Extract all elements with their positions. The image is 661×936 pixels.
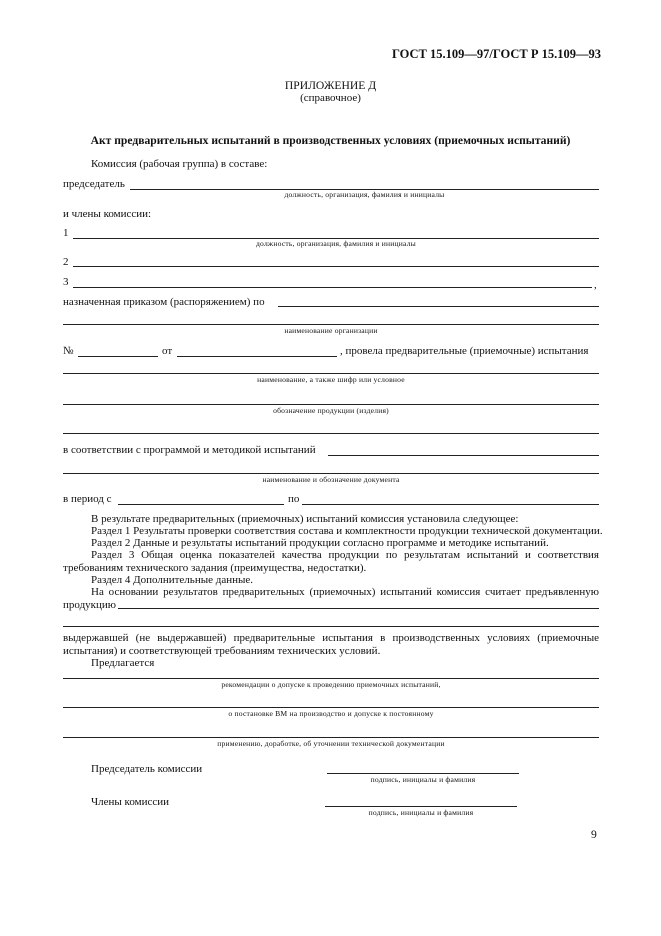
caption-rec-3: применению, доработке, об уточнении технической документации bbox=[217, 739, 445, 748]
section-3: Раздел 3 Общая оценка показателей качества продукции по результатам испытаний и соответствия требованиям технического задания (преимущества, недостатки). bbox=[63, 549, 599, 574]
date-field[interactable] bbox=[177, 356, 337, 357]
product-designation-field[interactable] bbox=[63, 404, 599, 405]
caption-product: обозначение продукции (изделия) bbox=[273, 406, 389, 415]
caption-org: наименование организации bbox=[284, 326, 378, 335]
section-4: Раздел 4 Дополнительные данные. bbox=[91, 574, 254, 586]
conclusion-extra-field[interactable] bbox=[63, 626, 599, 627]
number-sign: № bbox=[63, 345, 74, 357]
from-label: от bbox=[162, 345, 173, 357]
period-to-field[interactable] bbox=[302, 504, 599, 505]
caption-name-code: наименование, а также шифр или условное bbox=[257, 375, 405, 384]
period-to-label: по bbox=[288, 493, 300, 505]
recommendation-field-3[interactable] bbox=[63, 737, 599, 738]
results-intro: В результате предварительных (приемочных) испытаний комиссия установила следующее: bbox=[91, 513, 519, 525]
chair-label: председатель bbox=[63, 178, 125, 190]
period-from-label: в период с bbox=[63, 493, 112, 505]
proposed-label: Предлагается bbox=[91, 657, 155, 669]
member-number-2: 2 bbox=[63, 256, 69, 268]
chairman-sign-label: Председатель комиссии bbox=[91, 763, 203, 775]
members-label: и члены комиссии: bbox=[63, 208, 152, 220]
passed-text: выдержавшей (не выдержавшей) предварительные испытания в производственных условиях (приемочные испытания) и соответствующей требованиям технических условий. bbox=[63, 632, 599, 657]
section-2: Раздел 2 Данные и результаты испытаний продукции согласно программе и методике испытаний. bbox=[91, 537, 549, 549]
product-extra-field[interactable] bbox=[63, 433, 599, 434]
organization-field[interactable] bbox=[63, 324, 599, 325]
recommendation-field-1[interactable] bbox=[63, 678, 599, 679]
chairman-signature-field[interactable] bbox=[327, 773, 519, 774]
program-label: в соответствии с программой и методикой испытаний bbox=[63, 444, 316, 456]
standard-header: ГОСТ 15.109—97/ГОСТ Р 15.109—93 bbox=[392, 47, 601, 61]
program-field[interactable] bbox=[328, 455, 599, 456]
number-field[interactable] bbox=[78, 356, 158, 357]
appointed-label: назначенная приказом (распоряжением) по bbox=[63, 296, 265, 308]
member-2-field[interactable] bbox=[73, 266, 599, 267]
document-title: Акт предварительных испытаний в производственных условиях (приемочных испытаний) bbox=[90, 134, 571, 147]
appointed-field[interactable] bbox=[278, 306, 599, 307]
document-field[interactable] bbox=[63, 473, 599, 474]
caption-document: наименование и обозначение документа bbox=[262, 475, 400, 484]
members-signature-field[interactable] bbox=[325, 806, 517, 807]
caption-position-1: должность, организация, фамилия и инициалы bbox=[284, 190, 445, 199]
trailing-comma: , bbox=[594, 279, 597, 291]
caption-position-2: должность, организация, фамилия и инициалы bbox=[255, 239, 416, 248]
appendix-note: (справочное) bbox=[300, 92, 361, 104]
conclusion-text: На основании результатов предварительных (приемочных) испытаний комиссия считает предъявленную продукцию bbox=[63, 586, 599, 611]
member-number-1: 1 bbox=[63, 227, 69, 239]
caption-rec-1: рекомендации о допуске к проведению приемочных испытаний, bbox=[221, 680, 441, 689]
caption-rec-2: о постановке ВМ на производство и допуске к постоянному bbox=[228, 709, 434, 718]
product-name-field[interactable] bbox=[63, 373, 599, 374]
member-number-3: 3 bbox=[63, 276, 69, 288]
recommendation-field-2[interactable] bbox=[63, 707, 599, 708]
members-sign-label: Члены комиссии bbox=[91, 796, 170, 808]
period-from-field[interactable] bbox=[118, 504, 284, 505]
commission-intro: Комиссия (рабочая группа) в составе: bbox=[91, 158, 268, 170]
page-number: 9 bbox=[591, 828, 597, 841]
caption-sign-2: подпись, инициалы и фамилия bbox=[368, 808, 474, 817]
section-1: Раздел 1 Результаты проверки соответствия состава и комплектности продукции технической документации. bbox=[91, 525, 603, 537]
member-3-field[interactable] bbox=[73, 287, 592, 288]
product-conclusion-field[interactable] bbox=[118, 608, 599, 609]
caption-sign-1: подпись, инициалы и фамилия bbox=[370, 775, 476, 784]
appendix-title: ПРИЛОЖЕНИЕ Д bbox=[284, 79, 377, 92]
conducted-label: , провела предварительные (приемочные) испытания bbox=[340, 345, 589, 357]
